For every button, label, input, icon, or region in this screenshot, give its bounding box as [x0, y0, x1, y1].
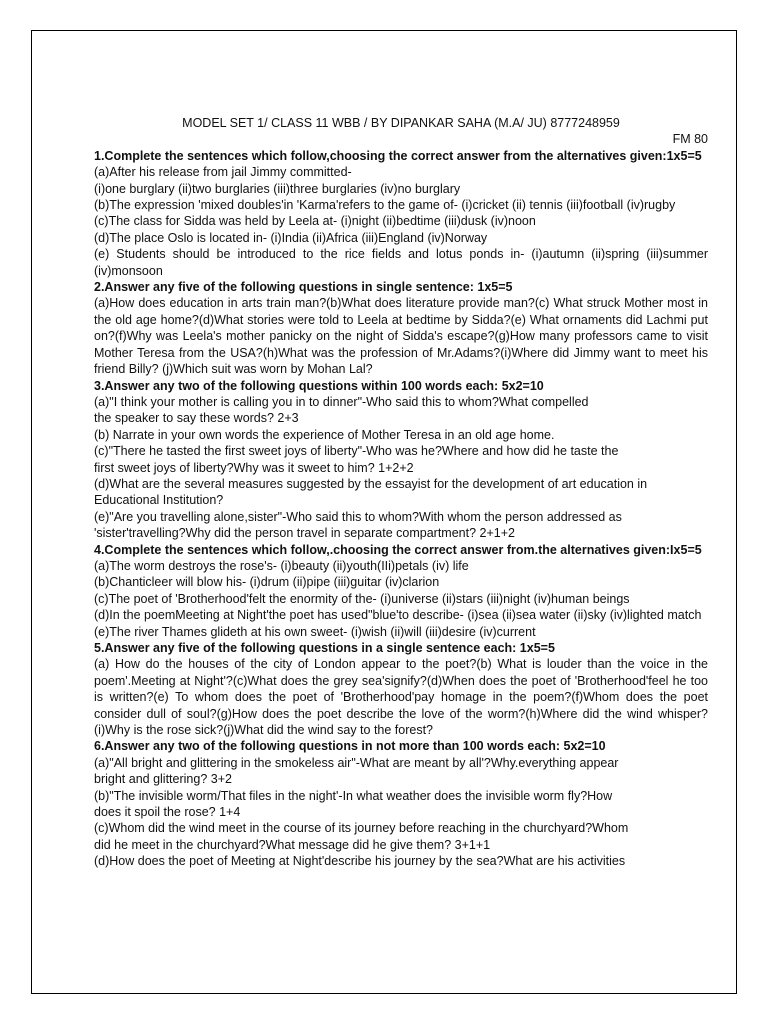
question-text: bright and glittering? 3+2 [94, 772, 232, 787]
document-content [94, 115, 708, 870]
question-text: (a)The worm destroys the rose's- (i)beauty (ii)youth(IIi)petals (iv) life [94, 558, 469, 573]
question-text: (a)"I think your mother is calling you in to dinner"-Who said this to whom?What compelled [94, 394, 589, 409]
document-title: MODEL SET 1/ CLASS 11 WBB / BY DIPANKAR SAHA (M.A/ JU) 8777248959 [182, 116, 620, 130]
question-text: (d)How does the poet of Meeting at Night'describe his journey by the sea?What are his activities [94, 854, 626, 869]
question-heading: 6.Answer any two of the following questions in not more than 100 words each: 5x2=10 [94, 739, 606, 754]
question-text: (c)"There he tasted the first sweet joys of liberty"-Who was he?Where and how did he taste the [94, 444, 619, 459]
document-page [31, 30, 737, 994]
question-text: (d)What are the several measures suggested by the essayist for the development of art education in [94, 476, 648, 491]
question-heading: 4.Complete the sentences which follow,.choosing the correct answer from.the alternatives given:Ix5=5 [94, 542, 702, 557]
question-text: did he meet in the churchyard?What message did he give them? 3+1+1 [94, 837, 491, 852]
full-marks: FM 80 [672, 132, 708, 147]
question-heading: 2.Answer any five of the following questions in single sentence: 1x5=5 [94, 280, 513, 295]
question-text: (a)After his release from jail Jimmy committed- [94, 165, 352, 180]
question-text: (c)The poet of 'Brotherhood'felt the enormity of the- (i)universe (ii)stars (iii)night (iv)human beings [94, 591, 630, 606]
question-text: (b)Chanticleer will blow his- (i)drum (ii)pipe (iii)guitar (iv)clarion [94, 575, 440, 590]
question-text: (d)The place Oslo is located in- (i)India (ii)Africa (iii)England (iv)Norway [94, 230, 488, 245]
question-text: the speaker to say these words? 2+3 [94, 411, 299, 426]
question-text: (c)The class for Sidda was held by Leela at- (i)night (ii)bedtime (iii)dusk (iv)noon [94, 214, 536, 229]
question-text: (d)In the poemMeeting at Night'the poet has used"blue'to describe- (i)sea (ii)sea water (ii)sky (iv)lighted match [94, 608, 702, 623]
question-text: (a)How does education in arts train man?(b)What does literature provide man?(c) What struck Mother most in the old age home?(d)What stories were told to Leela at bedtime by Sidda?(e) What ornaments did Lachmi put on?(f)Why was Leela's mother panicky on the night of Sidda's escape?(g)How many professors came to visit Mother Teresa from the USA?(h)What was the profession of Mr.Adams?(i)Where did Jimmy want to meet his friend Billy? (j)Which suit was worn by Mohan Lal? [94, 296, 708, 377]
question-text: (a) How do the houses of the city of London appear to the poet?(b) What is louder than the voice in the poem'.Meeting at Night'?(c)What does the grey sea'signify?(d)When does the poet of 'Brotherhood'feel he too is written?(e) To whom does the poet of 'Brotherhood'pay homage in the poem?(f)Whom does the poet consider dull of soul?(g)How does the poet describe the love of the worm?(h)Where did the wind whisper?(i)Why is the rose sick?(j)What did the wind say to the forest? [94, 657, 708, 738]
question-text: (b) Narrate in your own words the experience of Mother Teresa in an old age home. [94, 427, 555, 442]
question-text: 'sister'travelling?Why did the person travel in separate compartment? 2+1+2 [94, 526, 515, 541]
question-heading: 3.Answer any two of the following questions within 100 words each: 5x2=10 [94, 378, 544, 393]
question-text: first sweet joys of liberty?Why was it sweet to him? 1+2+2 [94, 460, 414, 475]
question-text: does it spoil the rose? 1+4 [94, 805, 241, 820]
question-text: (i)one burglary (ii)two burglaries (iii)three burglaries (iv)no burglary [94, 181, 461, 196]
question-text: (b)The expression 'mixed doubles'in 'Karma'refers to the game of- (i)cricket (ii) tennis (iii)football (iv)rugby [94, 198, 676, 213]
question-text: (c)Whom did the wind meet in the course of its journey before reaching in the churchyard?Whom [94, 821, 629, 836]
question-text: (e)The river Thames glideth at his own sweet- (i)wish (ii)will (iii)desire (iv)current [94, 624, 536, 639]
question-list [94, 148, 708, 870]
question-heading: 1.Complete the sentences which follow,choosing the correct answer from the alternatives given:1x5=5 [94, 148, 702, 163]
question-text: (a)"All bright and glittering in the smokeless air"-What are meant by all'?Why.everything appear [94, 755, 619, 770]
question-text: (b)"The invisible worm/That files in the night'-In what weather does the invisible worm fly?How [94, 788, 613, 803]
question-heading: 5.Answer any five of the following questions in a single sentence each: 1x5=5 [94, 641, 555, 655]
question-text: Educational Institution? [94, 493, 224, 508]
question-text: (e) Students should be introduced to the rice fields and lotus ponds in- (i)autumn (ii)spring (iii)summer (iv)monsoon [94, 247, 708, 278]
question-text: (e)"Are you travelling alone,sister"-Who said this to whom?With whom the person addressed as [94, 509, 622, 524]
